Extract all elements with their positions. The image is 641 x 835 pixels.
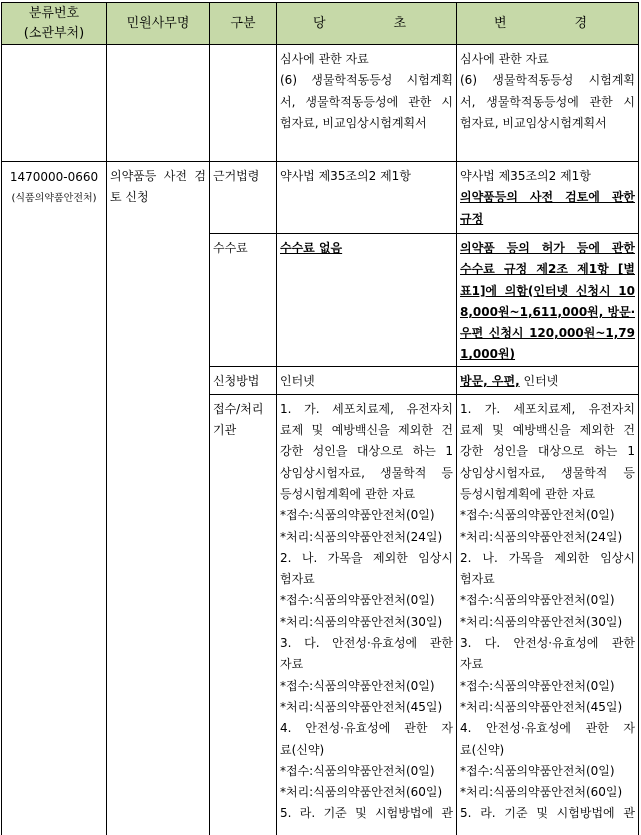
text-line: 표1]에 의함(인터넷 신청시 10	[460, 283, 635, 298]
top-code-cell	[2, 45, 107, 162]
legal-basis-after	[457, 162, 639, 234]
method-before	[277, 366, 457, 394]
text-line: *처리:식품의약품안전처(60일)	[280, 785, 443, 800]
text-line: 8,000원~1,611,000원, 방문·	[460, 304, 635, 319]
method-label: 신청방법	[210, 366, 277, 394]
legal-basis-before	[277, 162, 457, 234]
text-line: 2. 나. 가목을 제외한 임상시	[280, 550, 453, 565]
header-before	[277, 3, 457, 45]
text-line: 강한 성인을 대상으로 하는 1	[280, 444, 453, 459]
text-line: *처리:식품의약품안전처(60일)	[460, 785, 623, 800]
text-line: 수수료 규정 제2조 제1항 [별	[460, 262, 635, 277]
text-line: 의약품 등의 허가 등에 관한	[460, 241, 635, 255]
text-line: 5. 라. 기준 및 시험방법에 관	[280, 806, 453, 821]
processing-before	[277, 394, 457, 835]
text-line: *처리:식품의약품안전처(45일)	[460, 699, 623, 714]
text-line: *접수:식품의약품안전처(0일)	[460, 508, 615, 523]
text-line: *처리:식품의약품안전처(45일)	[280, 699, 443, 714]
text-line: 등성시험계획에 관한 자료	[280, 486, 416, 501]
entry-org: (식품의약품안전처)	[11, 193, 97, 204]
header-classification-line1: 분류번호	[28, 5, 80, 21]
text-line: 4. 안전성·유효성에 관한 자	[460, 721, 635, 736]
header-service-name: 민원사무명	[107, 3, 210, 45]
text-line: 상임상시험자료, 생물학적 등	[280, 465, 453, 480]
text-line: 4. 안전성·유효성에 관한 자	[280, 721, 453, 736]
top-category-cell	[210, 45, 277, 162]
text-line	[460, 371, 635, 392]
text-line: *접수:식품의약품안전처(0일)	[280, 678, 435, 693]
top-after-cell	[457, 45, 639, 162]
text-line: *접수:식품의약품안전처(0일)	[280, 593, 435, 608]
text-line: 수수료 없음	[280, 241, 343, 255]
text-line: 험자료, 비교임상시험계획서	[280, 115, 427, 130]
text-line: 서, 생물학적동등성에 관한 시	[280, 94, 453, 109]
processing-label-line2: 기관	[213, 423, 237, 438]
header-category: 구분	[210, 3, 277, 45]
text-line: 약사법 제35조의2 제1항	[280, 169, 411, 183]
processing-label-line1: 접수/처리	[213, 401, 264, 416]
entry-name-line1: 의약품등 사전 검	[110, 169, 206, 183]
entry-code: 1470000-0660	[9, 170, 99, 184]
text-line: 자료	[280, 657, 304, 672]
text-line: 1. 가. 세포치료제, 유전자치	[460, 401, 635, 416]
method-after	[457, 366, 639, 394]
header-classification-line2: (소관부처)	[23, 25, 85, 41]
text-line: 서, 생물학적동등성에 관한 시	[460, 94, 635, 109]
text-line: 3. 다. 안전성·유효성에 관한	[460, 636, 635, 651]
text-line: 5. 라. 기준 및 시험방법에 관	[460, 806, 635, 821]
text-line: 1. 가. 세포치료제, 유전자치	[280, 401, 453, 416]
text-line: 규정	[460, 211, 484, 226]
text-line: 료제 및 예방백신을 제외한 건	[280, 423, 453, 438]
text-line: 료(신약)	[280, 742, 325, 757]
text-line: *접수:식품의약품안전처(0일)	[280, 763, 435, 778]
header-row	[2, 3, 639, 45]
text-line: 약사법 제35조의2 제1항	[460, 169, 591, 183]
legal-basis-label: 근거법령	[210, 162, 277, 234]
text-line: 험자료	[460, 572, 495, 587]
entry-code-cell	[2, 162, 107, 835]
fee-before	[277, 234, 457, 367]
processing-after	[457, 394, 639, 835]
text-line: *접수:식품의약품안전처(0일)	[280, 508, 435, 523]
top-before-cell	[277, 45, 457, 162]
text-line: 심사에 관한 자료	[460, 52, 549, 66]
text-line: 2. 나. 가목을 제외한 임상시	[460, 550, 635, 565]
text-line: *처리:식품의약품안전처(24일)	[280, 529, 443, 544]
top-name-cell	[107, 45, 210, 162]
change-comparison-table	[1, 2, 639, 835]
entry-name-cell	[107, 162, 210, 835]
text-line: 자료	[460, 657, 484, 672]
text-line: *접수:식품의약품안전처(0일)	[460, 593, 615, 608]
text-line: 우편 신청시 120,000원~1,79	[460, 326, 635, 341]
text-line: 3. 다. 안전성·유효성에 관한	[280, 636, 453, 651]
text-line: 료(신약)	[460, 742, 505, 757]
text-line: *접수:식품의약품안전처(0일)	[460, 763, 615, 778]
text-line: *처리:식품의약품안전처(30일)	[280, 614, 443, 629]
header-after-text: 변 경	[493, 15, 602, 31]
method-after-rest: 인터넷	[519, 373, 559, 388]
fee-after	[457, 234, 639, 367]
text-line: 험자료, 비교임상시험계획서	[460, 115, 607, 130]
text-line: (6) 생물학적동등성 시험계획	[460, 73, 635, 88]
fee-label: 수수료	[210, 234, 277, 367]
text-line: (6) 생물학적동등성 시험계획	[280, 73, 453, 88]
text-line: 심사에 관한 자료	[280, 52, 369, 66]
header-classification	[2, 3, 107, 45]
text-line: 인터넷	[280, 373, 315, 388]
text-line: *접수:식품의약품안전처(0일)	[460, 678, 615, 693]
text-line: 상임상시험자료, 생물학적 등	[460, 465, 635, 480]
text-line: *처리:식품의약품안전처(30일)	[460, 614, 623, 629]
text-line: 료제 및 예방백신을 제외한 건	[460, 423, 635, 438]
legal-basis-row	[2, 162, 639, 234]
text-line: 등성시험계획에 관한 자료	[460, 486, 596, 501]
text-line: 의약품등의 사전 검토에 관한	[460, 190, 635, 205]
text-line: 강한 성인을 대상으로 하는 1	[460, 444, 635, 459]
header-before-text: 당 초	[312, 15, 421, 31]
text-line: 험자료	[280, 572, 315, 587]
processing-label-cell	[210, 394, 277, 835]
entry-name-line2: 토 신청	[110, 190, 149, 205]
text-line: 1,000원)	[460, 347, 516, 362]
text-line: *처리:식품의약품안전처(24일)	[460, 529, 623, 544]
top-continuation-row	[2, 45, 639, 162]
header-after	[457, 3, 639, 45]
method-after-changed: 방문, 우편,	[460, 373, 520, 388]
